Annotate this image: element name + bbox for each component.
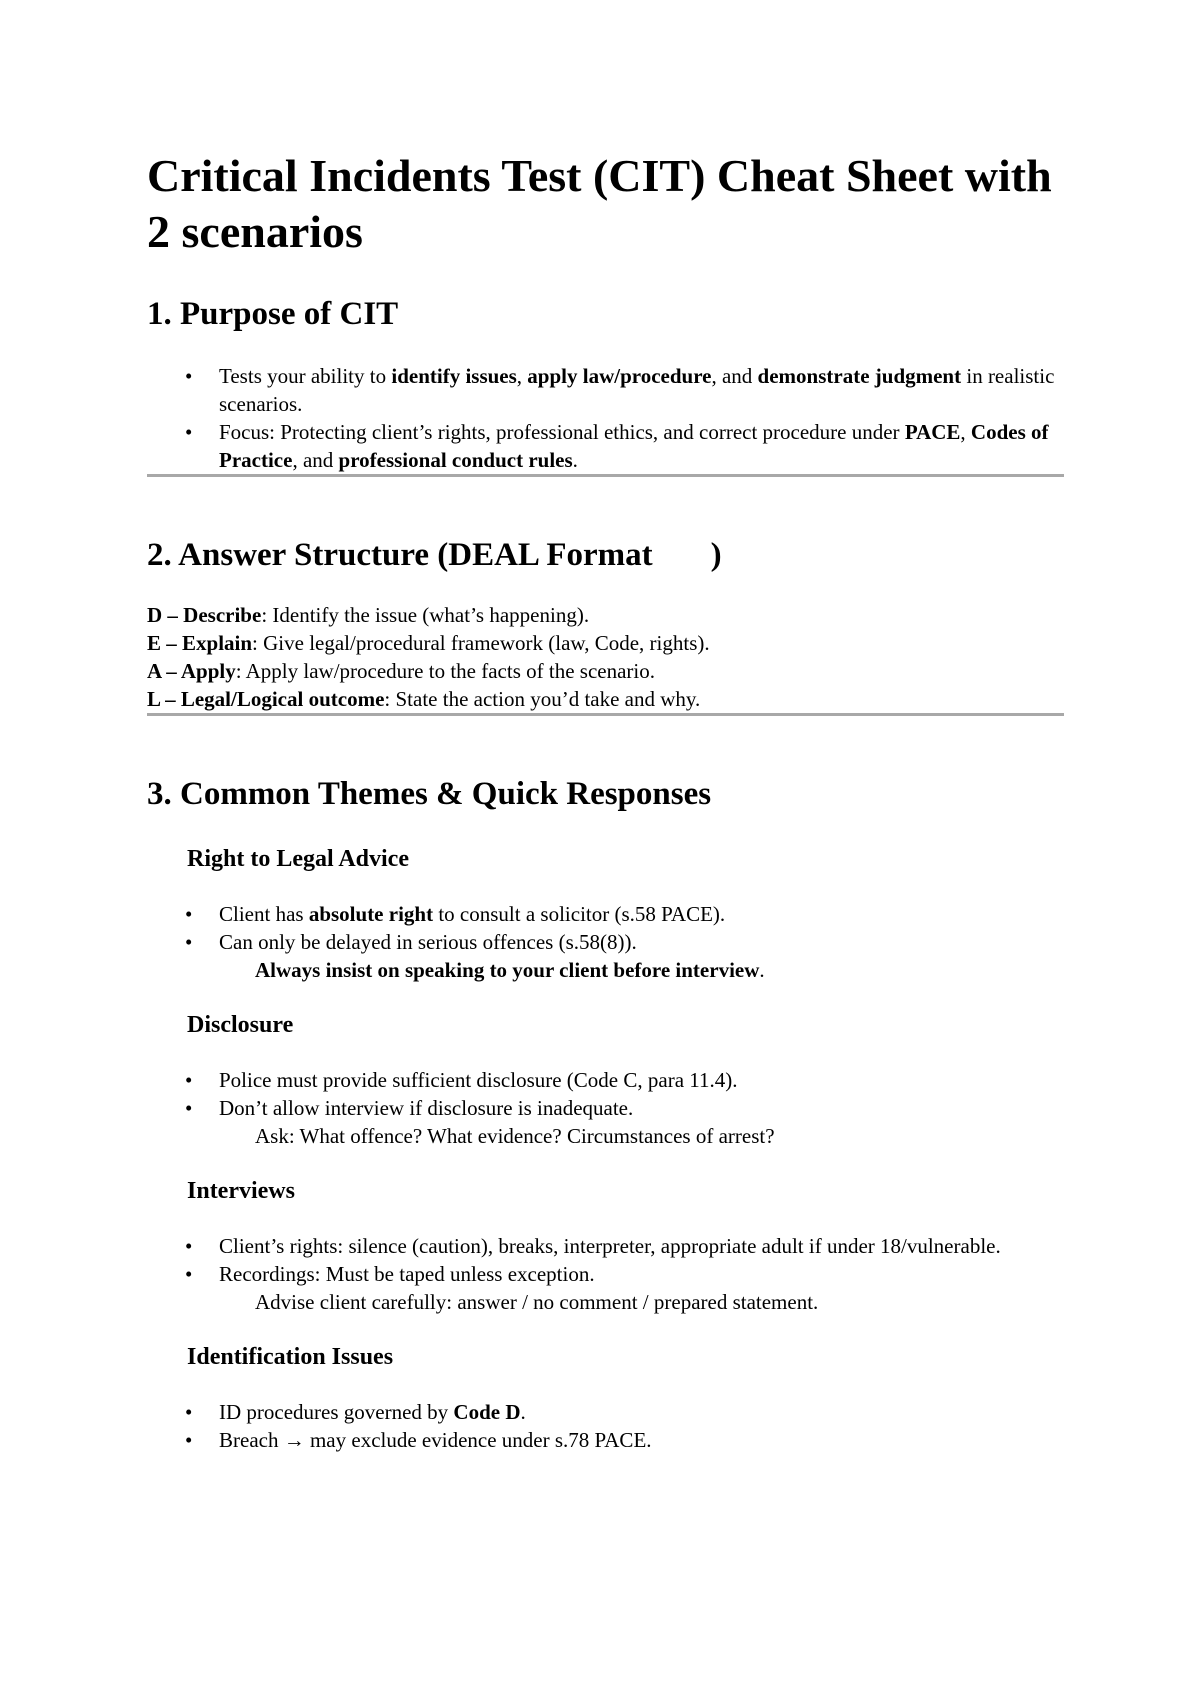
disclosure-note: Ask: What offence? What evidence? Circumstances of arrest? xyxy=(255,1124,775,1148)
legal-advice-note xyxy=(147,956,1064,984)
text: . xyxy=(572,448,578,472)
subheading-legal-advice: Right to Legal Advice xyxy=(187,846,409,872)
subheading-interviews: Interviews xyxy=(187,1178,295,1204)
bold-text: demonstrate judgment xyxy=(757,364,962,388)
deal-key: D – Describe xyxy=(147,603,262,627)
text: ID procedures governed by xyxy=(219,1400,454,1424)
list-item xyxy=(147,900,1064,928)
bold-text: absolute right xyxy=(308,902,434,926)
bold-text: Code D xyxy=(453,1400,521,1424)
bold-text: Always insist on speaking to your client before interview xyxy=(255,958,760,982)
deal-line-apply xyxy=(147,657,1064,685)
bold-text: identify issues xyxy=(391,364,517,388)
list-item xyxy=(147,1066,1064,1094)
deal-text: : Give legal/procedural framework (law, Code, rights). xyxy=(252,631,710,655)
text: , xyxy=(516,364,528,388)
identification-list xyxy=(147,1398,1064,1454)
section-divider xyxy=(147,713,1064,716)
purpose-bullet-focus xyxy=(147,418,1064,474)
section-divider xyxy=(147,474,1064,477)
legal-advice-list xyxy=(147,900,1064,956)
interviews-note: Advise client carefully: answer / no comment / prepared statement. xyxy=(255,1290,819,1314)
bold-text: professional conduct rules xyxy=(338,448,573,472)
document-title: Critical Incidents Test (CIT) Cheat Sheet with 2 scenarios xyxy=(147,150,1052,257)
subheading-disclosure: Disclosure xyxy=(187,1012,294,1038)
text: Can only be delayed in serious offences (s.58(8)). xyxy=(219,930,637,954)
bullet-glyph: • xyxy=(185,1428,193,1452)
section-purpose-heading: 1. Purpose of CIT xyxy=(147,296,399,332)
deal-line-describe xyxy=(147,601,1064,629)
text: Don’t allow interview if disclosure is inadequate. xyxy=(219,1096,634,1120)
text: Breach → may exclude evidence under s.78 PACE. xyxy=(219,1428,652,1452)
bold-text: Codes of Practice xyxy=(219,420,1049,472)
deal-line-legal-outcome xyxy=(147,685,1064,713)
section-common-themes-heading: 3. Common Themes & Quick Responses xyxy=(147,776,712,812)
text: , xyxy=(960,420,971,444)
bullet-glyph: • xyxy=(185,902,193,926)
text: Recordings: Must be taped unless exception. xyxy=(219,1262,595,1286)
purpose-bullet-tests xyxy=(147,362,1064,418)
text: Client’s rights: silence (caution), breaks, interpreter, appropriate adult if under 18/vulnerable. xyxy=(219,1234,1001,1258)
text: to consult a solicitor (s.58 PACE). xyxy=(433,902,726,926)
interviews-list xyxy=(147,1232,1064,1288)
list-item xyxy=(147,1398,1064,1426)
bullet-glyph: • xyxy=(185,420,193,444)
heading-close-paren: ) xyxy=(710,537,722,573)
bullet-glyph: • xyxy=(185,1234,193,1258)
text: Police must provide sufficient disclosure (Code C, para 11.4). xyxy=(219,1068,738,1092)
text: in realistic scenarios. xyxy=(219,364,1055,416)
section-answer-structure-heading xyxy=(147,535,1064,575)
text: , and xyxy=(292,448,339,472)
deal-line-explain xyxy=(147,629,1064,657)
list-item xyxy=(147,1426,1064,1454)
bullet-glyph: • xyxy=(185,930,193,954)
deal-text: : Identify the issue (what’s happening). xyxy=(261,603,590,627)
bold-text: apply law/procedure xyxy=(527,364,712,388)
bullet-glyph: • xyxy=(185,1400,193,1424)
list-item xyxy=(147,1260,1064,1288)
list-item xyxy=(147,1232,1064,1260)
text: . xyxy=(759,958,765,982)
list-item xyxy=(147,1094,1064,1122)
disclosure-list xyxy=(147,1066,1064,1122)
heading-text: 2. Answer Structure (DEAL Format xyxy=(147,537,653,573)
purpose-list xyxy=(147,362,1064,474)
text: Focus: Protecting client’s rights, professional ethics, and correct procedure under xyxy=(219,420,905,444)
bullet-glyph: • xyxy=(185,1096,193,1120)
text: Tests your ability to xyxy=(219,364,392,388)
text: . xyxy=(520,1400,526,1424)
bullet-glyph: • xyxy=(185,364,193,388)
deal-text: : State the action you’d take and why. xyxy=(384,687,701,711)
bold-text: PACE xyxy=(904,420,961,444)
deal-text: : Apply law/procedure to the facts of the scenario. xyxy=(235,659,655,683)
bullet-glyph: • xyxy=(185,1068,193,1092)
bullet-glyph: • xyxy=(185,1262,193,1286)
text: Client has xyxy=(219,902,309,926)
text: , and xyxy=(711,364,758,388)
deal-key: E – Explain xyxy=(147,631,253,655)
deal-key: L – Legal/Logical outcome xyxy=(147,687,385,711)
deal-list xyxy=(147,601,1064,713)
deal-key: A – Apply xyxy=(147,659,236,683)
subheading-identification: Identification Issues xyxy=(187,1344,394,1370)
list-item xyxy=(147,928,1064,956)
